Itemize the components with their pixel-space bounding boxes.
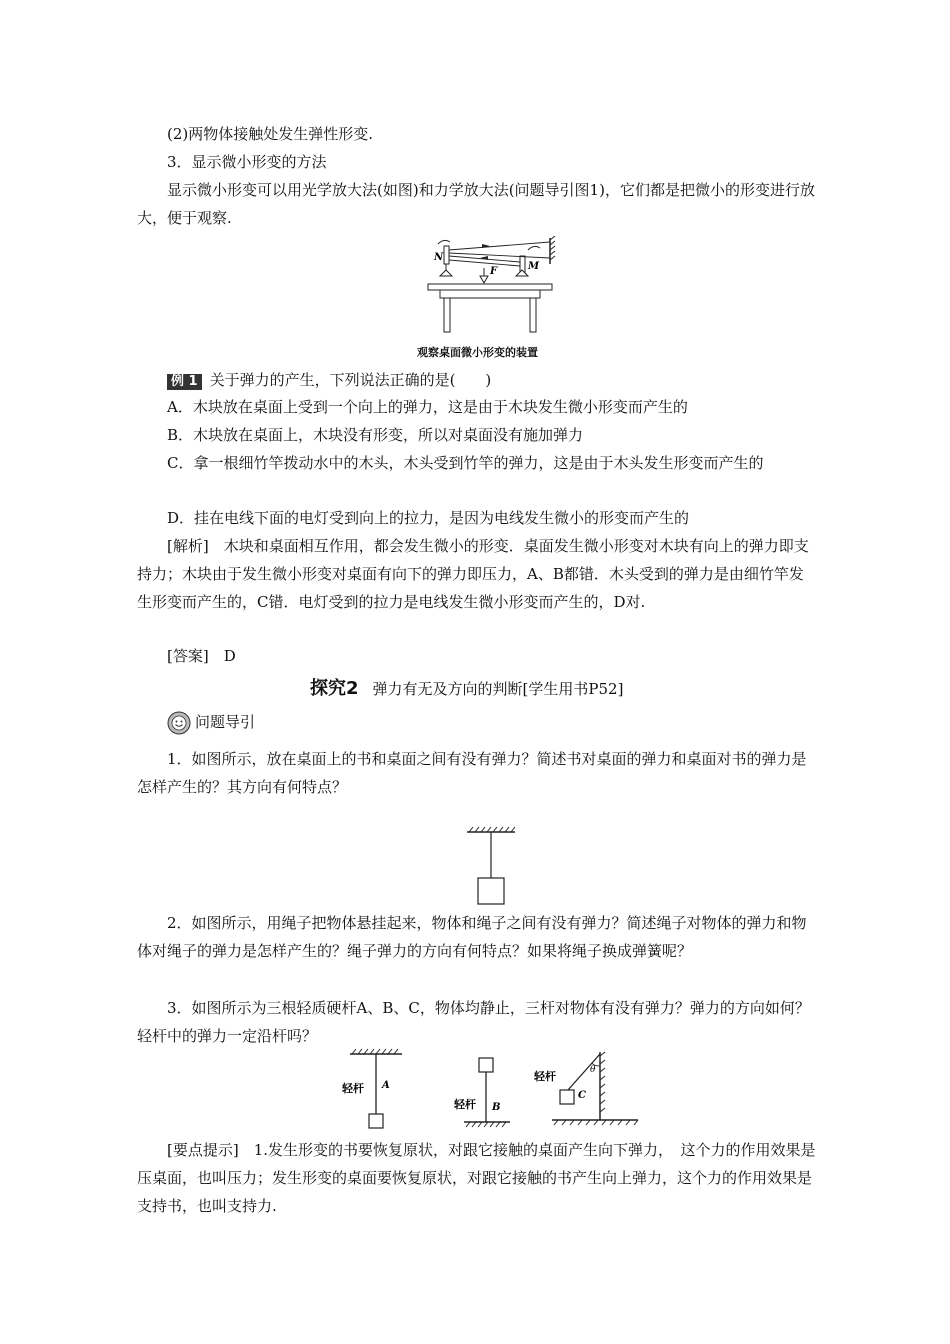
rod-a-letter: A	[382, 1080, 390, 1091]
example-question	[167, 366, 817, 394]
rod-b-label: 轻杆	[454, 1098, 476, 1111]
option-a: A．木块放在桌面上受到一个向上的弹力，这是由于木块发生微小形变而产生的	[167, 398, 688, 416]
example-tag: 例 1	[167, 374, 202, 390]
question-1: 1．如图所示，放在桌面上的书和桌面之间有没有弹力？简述书对桌面的弹力和桌面对书的弹力是怎样产生的？其方向有何特点？	[137, 750, 807, 796]
paragraph: 显示微小形变可以用光学放大法(如图)和力学放大法(问题导引图1)，它们都是把微小的形变进行放大，便于观察.	[137, 181, 815, 227]
option-c: C．拿一根细竹竿拨动水中的木头，木头受到竹竿的弹力，这是由于木头发生形变而产生的	[167, 454, 764, 472]
hanging-block-figure	[465, 826, 517, 908]
optical-setup-figure	[420, 236, 580, 342]
guide-label: 问题导引	[195, 713, 256, 731]
key-points: [要点提示] 1.发生形变的书要恢复原状，对跟它接触的桌面产生向下弹力， 这个力的作用效果是压桌面，也叫压力；发生形变的桌面要恢复原状，对跟它接触的书产生向上弹力，这个力的作用效果是支持书，也叫支持力.	[137, 1141, 816, 1215]
option-d: D．挂在电线下面的电灯受到向上的拉力，是因为电线发生微小的形变而产生的	[167, 509, 690, 527]
label-n: N	[434, 252, 444, 263]
question-guide	[167, 708, 255, 736]
question-text: 关于弹力的产生，下列说法正确的是( )	[209, 371, 492, 389]
analysis: [解析] 木块和桌面相互作用，都会发生微小的形变．桌面发生微小形变对木块有向上的弹力即支持力；木块由于发生微小形变对桌面有向下的弹力即压力，A、B都错．木头受到的弹力是由细竹竿发生形变而产生的，C错．电灯受到的拉力是电线发生微小形变而产生的，D对.	[137, 537, 809, 611]
rod-a-label: 轻杆	[342, 1082, 364, 1095]
three-rods-figure	[338, 1048, 644, 1134]
label-f: F	[490, 266, 498, 277]
section-title: 弹力有无及方向的判断[学生用书P52]	[372, 680, 624, 698]
section-number: 探究2	[310, 678, 359, 699]
option-b: B．木块放在桌面上，木块没有形变，所以对桌面没有施加弹力	[167, 426, 584, 444]
section-heading	[310, 675, 623, 703]
rod-c-letter: C	[578, 1090, 586, 1101]
figure-caption: 观察桌面微小形变的装置	[417, 346, 538, 359]
question-2: 2．如图所示，用绳子把物体悬挂起来，物体和绳子之间有没有弹力？简述绳子对物体的弹力和物体对绳子的弹力是怎样产生的？绳子弹力的方向有何特点？如果将绳子换成弹簧呢？	[137, 914, 807, 960]
text-line: (2)两物体接触处发生弹性形变.	[167, 125, 374, 143]
label-m: M	[528, 261, 540, 272]
theta-label: θ	[590, 1065, 596, 1075]
smiley-icon	[167, 711, 191, 735]
rod-b-letter: B	[492, 1102, 501, 1113]
text-line: 3．显示微小形变的方法	[167, 153, 327, 171]
rod-c-label: 轻杆	[534, 1070, 556, 1083]
question-3: 3．如图所示为三根轻质硬杆A、B、C，物体均静止，三杆对物体有没有弹力？弹力的方向如何？轻杆中的弹力一定沿杆吗？	[137, 999, 810, 1045]
answer: [答案] D	[167, 647, 236, 665]
